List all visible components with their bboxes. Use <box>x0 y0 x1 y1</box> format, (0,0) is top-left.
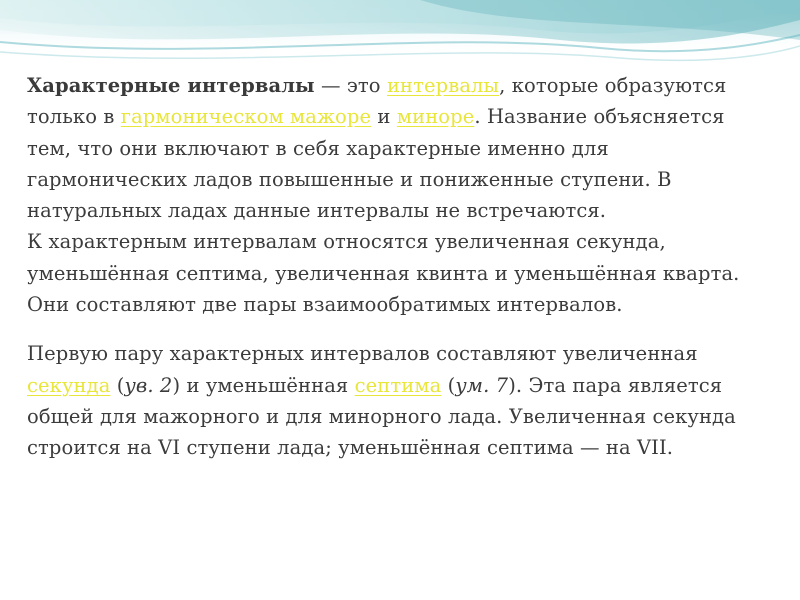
link-seventh[interactable]: септима <box>354 373 442 397</box>
slide-text <box>27 70 772 464</box>
text-segment: и <box>371 105 397 129</box>
link-harmonic-major[interactable]: гармоническом мажоре <box>120 105 372 129</box>
text-segment: ). Эта пара является общей для мажорного и для минорного лада. Увеличенная секунда строится на VI ступени лада; уменьшённая септима — на VII. <box>27 373 736 460</box>
paragraph-1 <box>27 70 772 320</box>
link-intervals[interactable]: интервалы <box>386 74 500 97</box>
paragraph-2 <box>27 338 772 463</box>
text-segment: К характерным интервалам относятся увеличенная секунда, уменьшённая септима, увеличенная квинта и уменьшённая кварта. Они составляют две пары взаимообратимых интервалов. <box>27 230 740 317</box>
text-segment: ) и уменьшённая <box>172 373 355 397</box>
text-segment: ( <box>441 373 456 397</box>
term-characteristic-intervals: Характерные интервалы <box>27 74 315 97</box>
link-minor[interactable]: миноре <box>396 105 475 129</box>
abbr-aug-2: ув. 2 <box>124 373 173 397</box>
text-segment: — это <box>314 74 387 97</box>
abbr-dim-7: ум. 7 <box>455 373 509 397</box>
text-segment: . Название объясняется тем, что они включают в себя характерные именно для гармонических ладов повышенные и пониженные ступени. В натуральных ладах данные интервалы не встречаются. <box>27 105 725 223</box>
text-segment: Первую пару характерных интервалов составляют увеличенная <box>27 342 698 366</box>
link-second[interactable]: секунда <box>27 373 111 397</box>
text-segment: ( <box>110 373 125 397</box>
text-segment: , которые образуются только в <box>27 74 727 129</box>
